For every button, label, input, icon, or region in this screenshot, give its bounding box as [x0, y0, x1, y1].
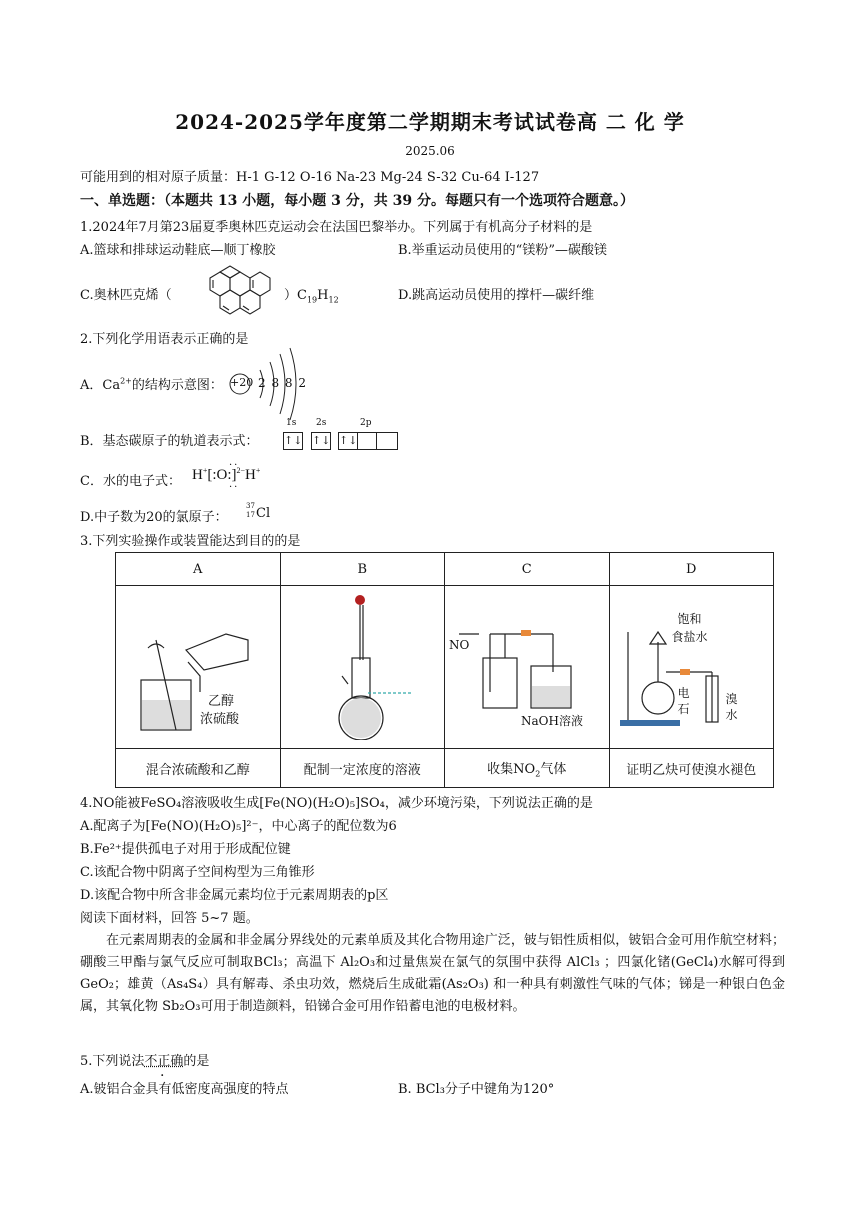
isotope-atomic-number: 17	[246, 511, 255, 519]
col-header-b: B	[280, 553, 445, 586]
caption-d: 证明乙炔可使溴水褪色	[609, 749, 774, 788]
q1-option-a: A.篮球和排球运动鞋底—顺丁橡胶	[80, 243, 276, 258]
apparatus-b	[280, 586, 445, 749]
q4-option-c: C.该配合物中阴离子空间构型为三角锥形	[80, 865, 315, 880]
label-sulfuric-acid: 浓硫酸	[200, 712, 240, 727]
q5-emphasis: 不正确	[144, 1054, 184, 1069]
q1-c-prefix: C.奥林匹克烯（	[80, 288, 172, 303]
q4-option-b: B.Fe²⁺提供孤电子对用于形成配位键	[80, 842, 291, 857]
col-header-a: A	[116, 553, 281, 586]
caption-a: 混合浓硫酸和乙醇	[116, 749, 281, 788]
volumetric-flask-icon	[302, 590, 422, 740]
apparatus-d	[609, 586, 774, 749]
orbital-box-2p-1: ↑↓	[338, 432, 358, 450]
q2-option-b: B．基态碳原子的轨道表示式：	[80, 434, 259, 449]
q3-stem: 3.下列实验操作或装置能达到目的的是	[80, 534, 301, 549]
section-heading: 一、单选题：（本题共 13 小题，每小题 3 分，共 39 分。每题只有一个选项符合题意。）	[80, 193, 634, 209]
lone-pair-dots-top: ··	[229, 460, 240, 471]
col-header-d: D	[609, 553, 774, 586]
orbital-box-2p-2	[357, 432, 377, 450]
exam-date: 2025.06	[405, 144, 455, 158]
q5-option-a: A.铍铝合金具有低密度高强度的特点	[80, 1082, 289, 1097]
label-no-gas: NO	[449, 638, 470, 652]
q5-option-b: B. BCl₃分子中键角为120°	[398, 1082, 555, 1097]
q4-option-d: D.该配合物中所含非金属元素均位于元素周期表的p区	[80, 888, 389, 903]
q2-option-c: C．水的电子式：	[80, 474, 181, 489]
q4-option-a: A.配离子为[Fe(NO)(H₂O)₅]²⁻，中心离子的配位数为6	[80, 819, 397, 834]
label-naoh: NaOH溶液	[521, 714, 583, 728]
isotope-mass-number: 37	[246, 502, 255, 510]
electron-shells: 2 8 8 2	[258, 376, 307, 390]
label-calcium-carbide-2: 石	[677, 702, 690, 716]
water-electron-formula: H+[:O:]$^{2-}$H+	[192, 466, 261, 483]
label-brine: 食盐水	[671, 630, 708, 644]
orbital-box-2p-3	[376, 432, 398, 450]
orbital-label-2p: 2p	[360, 418, 372, 428]
isotope-symbol: Cl	[256, 506, 271, 521]
lone-pair-dots-bottom: ··	[229, 482, 240, 493]
reading-intro: 阅读下面材料，回答 5~7 题。	[80, 911, 259, 926]
nucleus-charge: +20	[230, 376, 254, 389]
q4-stem: 4.NO能被FeSO₄溶液吸收生成[Fe(NO)(H₂O)₅]SO₄，减少环境污染，下列说法正确的是	[80, 796, 593, 811]
orbital-box-2s: ↑↓	[311, 432, 331, 450]
q1-option-d: D.跳高运动员使用的撑杆—碳纤维	[398, 288, 595, 303]
label-bromine-1: 溴	[725, 692, 738, 706]
apparatus-c	[445, 586, 610, 749]
orbital-box-1s: ↑↓	[283, 432, 303, 450]
q2-option-d: D.中子数为20的氯原子：	[80, 510, 228, 525]
label-saturated: 饱和	[677, 612, 702, 626]
col-header-c: C	[445, 553, 610, 586]
exam-title: 2024-2025学年度第二学期期末考试试卷高 二 化 学	[175, 110, 685, 134]
atomic-masses: 可能用到的相对原子质量：H-1 G-12 O-16 Na-23 Mg-24 S-32 Cu-64 I-127	[80, 170, 540, 185]
q1-stem: 1.2024年7月第23届夏季奥林匹克运动会在法国巴黎举办。下列属于有机高分子材料的是	[80, 220, 593, 235]
q5-stem: 5.下列说法不正确的是	[80, 1054, 210, 1069]
orbital-label-1s: 1s	[286, 418, 297, 428]
label-calcium-carbide-1: 电	[677, 686, 690, 700]
q1-option-b: B.举重运动员使用的“镁粉”—碳酸镁	[398, 243, 607, 258]
beaker-pouring-icon	[116, 592, 276, 742]
label-bromine-2: 水	[725, 708, 738, 722]
q1-c-formula: ）$C_{19}H_{12}$	[284, 288, 339, 305]
q2-option-a: A．$Ca^{2+}$的结构示意图：	[80, 376, 223, 393]
q1-option-c	[80, 284, 172, 303]
reading-paragraph: 在元素周期表的金属和非金属分界线处的元素单质及其化合物用途广泛，铍与铝性质相似，铍铝合金可用作航空材料；硼酸三甲酯与氯气反应可制取BCl₃；高温下 Al₂O₃和过量焦炭在氯气的氛围中获得 AlCl₃ ；四氯化锗(GeCl₄)水解可得到GeO₂；雄黄（As₄S₄）具有解毒、杀虫功效，燃烧后生成砒霜(As₂O₃) 和一种具有刺激性气味的气体；锑是一种银白色金属，其氧化物 Sb₂O₃可用于制造颜料，铅锑合金可用作铅蓄电池的电极材料。	[80, 933, 785, 1014]
caption-c: 收集$NO_2$气体	[445, 749, 610, 788]
q2-stem: 2.下列化学用语表示正确的是	[80, 332, 249, 347]
experiment-table	[115, 552, 774, 788]
label-ethanol: 乙醇	[208, 694, 235, 709]
caption-b: 配制一定浓度的溶液	[280, 749, 445, 788]
apparatus-a	[116, 586, 281, 749]
orbital-label-2s: 2s	[316, 418, 327, 428]
olympicene-structure-icon	[180, 260, 280, 322]
